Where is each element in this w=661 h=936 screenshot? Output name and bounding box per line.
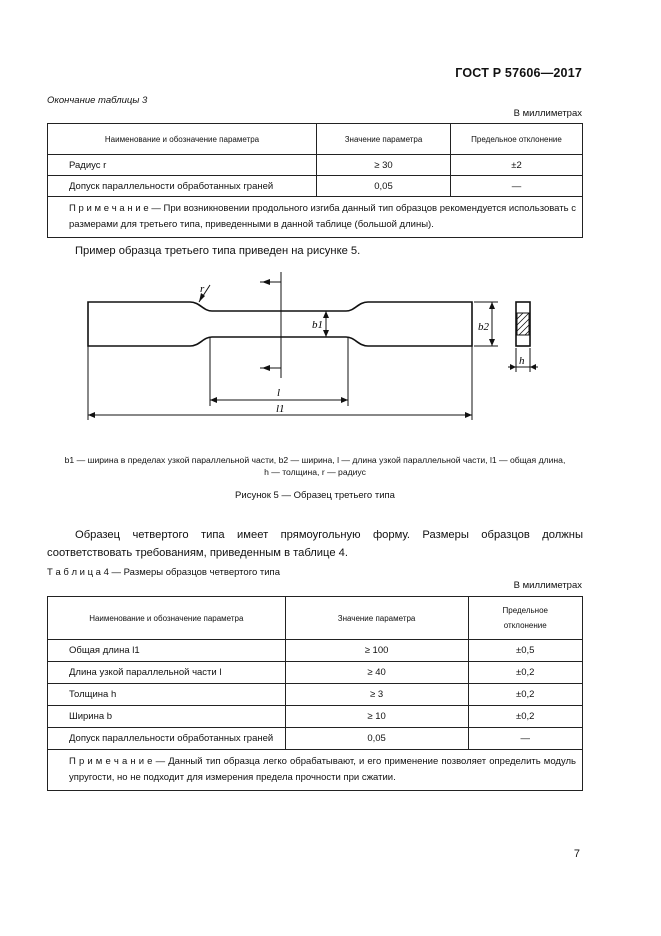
table-4 <box>47 596 583 791</box>
body-paragraph: Образец четвертого типа имеет прямоугольную форму. Размеры образцов должны соответствовать требованиям, приведенным в таблице 4. <box>47 529 583 559</box>
cell-value: ≥ 100 <box>285 640 468 662</box>
table-row <box>48 176 583 197</box>
label-r: r <box>200 283 205 295</box>
cell-value: 0,05 <box>317 176 451 197</box>
table-note-row <box>48 197 583 238</box>
table-header-row <box>48 597 583 640</box>
label-l: l <box>277 387 281 399</box>
table-header-row <box>48 124 583 155</box>
cell-tolerance: ±0,2 <box>468 684 582 706</box>
units-label: В миллиметрах <box>513 580 582 591</box>
table-3 <box>47 123 583 238</box>
table-row <box>48 640 583 662</box>
cell-parameter: Толщина h <box>48 684 286 706</box>
table-note-row <box>48 750 583 791</box>
cell-value: ≥ 40 <box>285 662 468 684</box>
cell-tolerance: ±0,2 <box>468 662 582 684</box>
cell-tolerance: ±0,2 <box>468 706 582 728</box>
cell-parameter: Допуск параллельности обработанных граней <box>48 728 286 750</box>
cell-parameter: Общая длина l1 <box>48 640 286 662</box>
label-b2: b2 <box>478 321 489 333</box>
table-row <box>48 728 583 750</box>
note-text: — Данный тип образца легко обрабатывают, и его применение позволяет определить модуль упругости, но не подходит для измерения предела прочности при сжатии. <box>69 756 576 783</box>
column-header-value: Значение параметра <box>317 124 451 155</box>
column-header-tolerance: Предельное отклонение <box>468 597 582 640</box>
column-header-parameter: Наименование и обозначение параметра <box>48 597 286 640</box>
cell-tolerance: — <box>451 176 583 197</box>
figure-legend <box>47 454 583 478</box>
column-header-value: Значение параметра <box>285 597 468 640</box>
specimen-drawing <box>0 260 661 420</box>
table-row <box>48 706 583 728</box>
table-note <box>48 750 583 791</box>
column-header-parameter: Наименование и обозначение параметра <box>48 124 317 155</box>
cell-value: ≥ 3 <box>285 684 468 706</box>
table-row <box>48 155 583 176</box>
table-4-title <box>47 567 280 578</box>
cell-parameter: Радиус r <box>48 155 317 176</box>
page-number: 7 <box>573 848 580 860</box>
cell-parameter: Ширина b <box>48 706 286 728</box>
table-title-text: — Размеры образцов четвертого типа <box>108 567 280 578</box>
units-label: В миллиметрах <box>513 108 582 119</box>
figure-caption: Рисунок 5 — Образец третьего типа <box>235 490 395 501</box>
cell-parameter: Длина узкой параллельной части l <box>48 662 286 684</box>
specimen-outline <box>88 302 472 346</box>
note-label: П р и м е ч а н и е <box>69 203 149 214</box>
cell-value: ≥ 30 <box>317 155 451 176</box>
cell-value: 0,05 <box>285 728 468 750</box>
label-l1: l1 <box>276 403 285 415</box>
table-note <box>48 197 583 238</box>
note-text: — При возникновении продольного изгиба данный тип образцов рекомендуется использовать с размерами для третьего типа, приведенными в данной таблице (большой длины). <box>69 203 577 230</box>
document-code: ГОСТ Р 57606—2017 <box>455 66 582 80</box>
figure-intro-text: Пример образца третьего типа приведен на рисунке 5. <box>75 245 361 257</box>
table-continuation-label: Окончание таблицы 3 <box>47 95 148 106</box>
label-b1: b1 <box>312 319 323 331</box>
cell-value: ≥ 10 <box>285 706 468 728</box>
legend-line-1: b1 — ширина в пределах узкой параллельной части, b2 — ширина, l — длина узкой параллельной части, l1 — общая длина, <box>64 455 566 465</box>
label-h: h <box>519 355 525 367</box>
column-header-tolerance: Предельное отклонение <box>451 124 583 155</box>
cell-tolerance: ±2 <box>451 155 583 176</box>
legend-line-2: h — толщина, r — радиус <box>264 467 366 477</box>
cell-tolerance: ±0,5 <box>468 640 582 662</box>
table-title-label: Т а б л и ц а 4 <box>47 567 109 578</box>
table-row <box>48 684 583 706</box>
cell-tolerance: — <box>468 728 582 750</box>
note-label: П р и м е ч а н и е <box>69 756 153 767</box>
cell-parameter: Допуск параллельности обработанных граней <box>48 176 317 197</box>
table-row <box>48 662 583 684</box>
